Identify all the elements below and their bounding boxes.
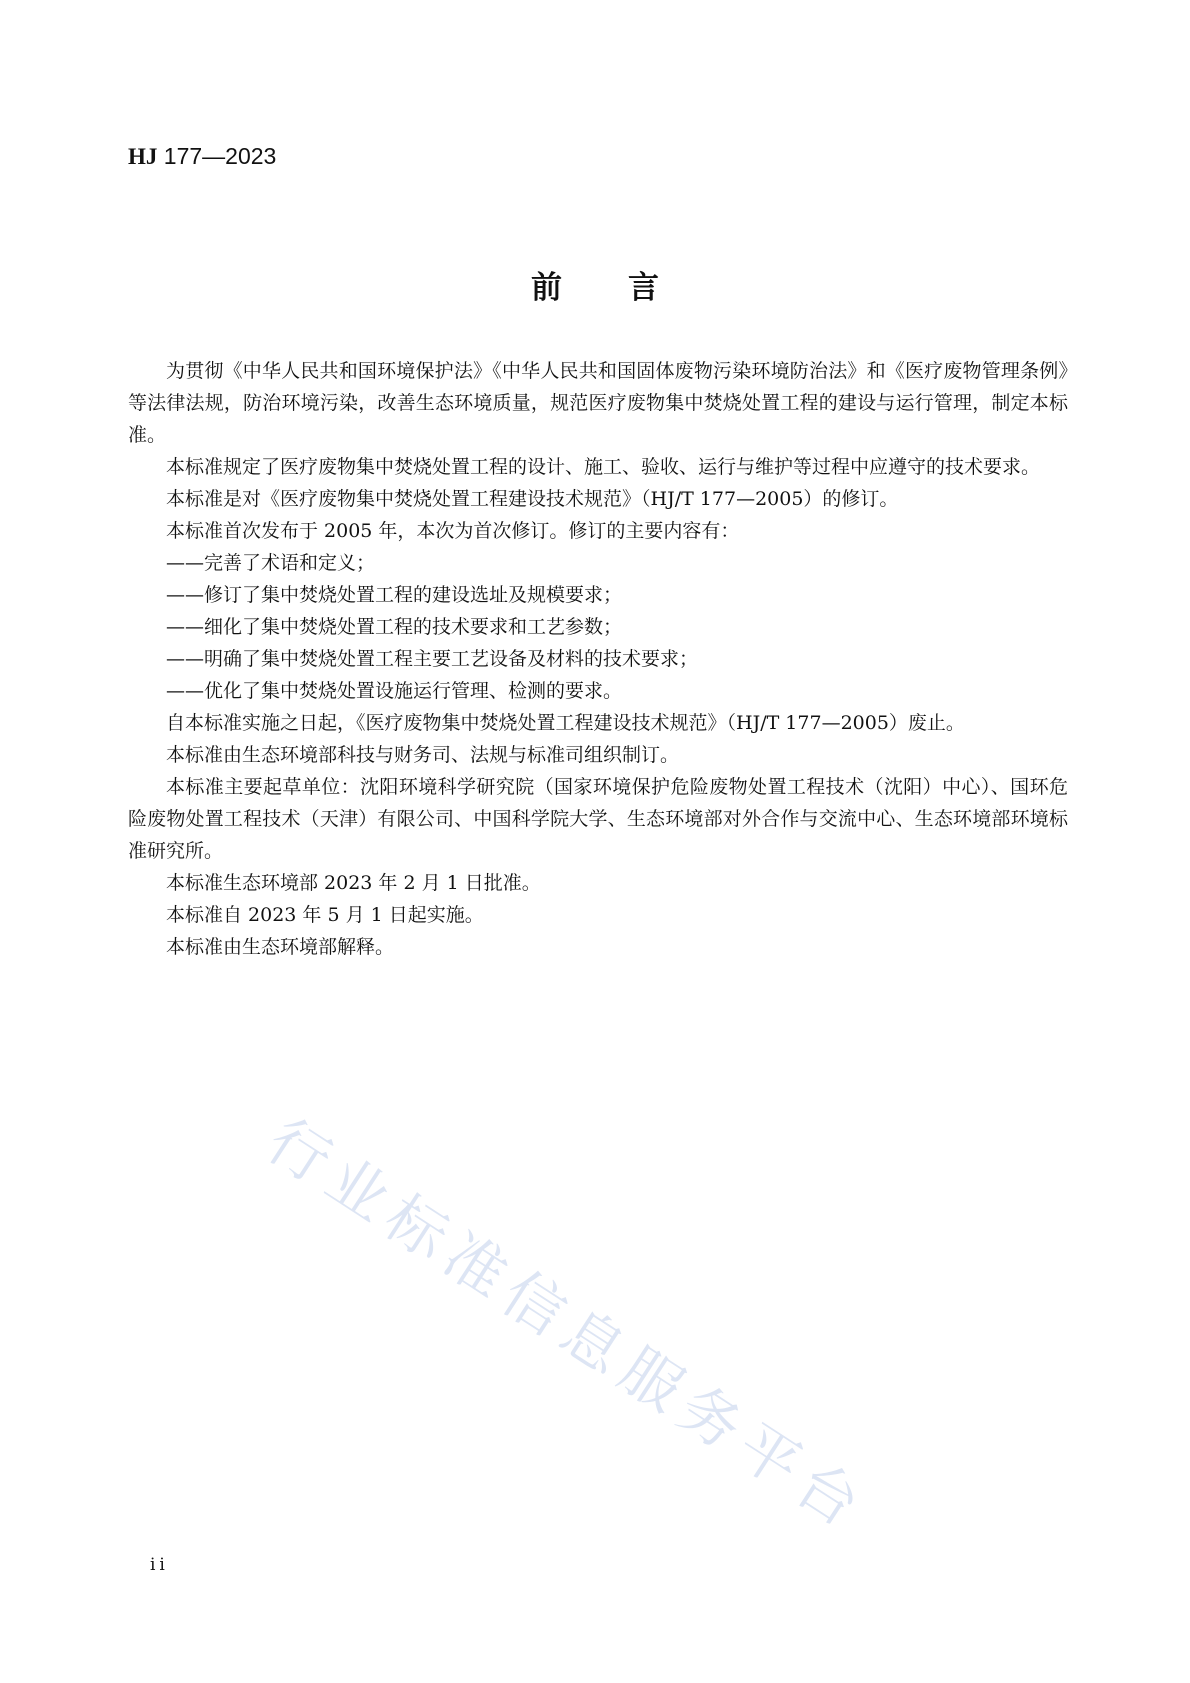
paragraph-effective-date: 本标准自 2023 年 5 月 1 日起实施。 [166, 904, 484, 926]
standard-code-header [128, 143, 276, 170]
watermark: 行业标准信息服务平台 [254, 1105, 880, 1546]
paragraph-organizer: 本标准由生态环境部科技与财务司、法规与标准司组织制订。 [166, 744, 680, 766]
revision-item: ——优化了集中焚烧处置设施运行管理、检测的要求。 [166, 680, 623, 702]
paragraph-approval: 本标准生态环境部 2023 年 2 月 1 日批准。 [166, 872, 541, 894]
paragraph-drafters: 本标准主要起草单位：沈阳环境科学研究院（国家环境保护危险废物处置工程技术（沈阳）中心）、国环危险废物处置工程技术（天津）有限公司、中国科学院大学、生态环境部对外合作与交流中心、生态环境部环境标准研究所。 [128, 776, 1068, 862]
revision-item: ——修订了集中焚烧处置工程的建设选址及规模要求； [166, 584, 623, 606]
revision-item: ——完善了术语和定义； [166, 552, 376, 574]
revision-item: ——明确了集中焚烧处置工程主要工艺设备及材料的技术要求； [166, 648, 699, 670]
standard-code-prefix: HJ [128, 144, 158, 169]
page-title: 前言 [531, 270, 725, 306]
page-number: ii [150, 1555, 169, 1575]
paragraph-purpose: 为贯彻《中华人民共和国环境保护法》《中华人民共和国固体废物污染环境防治法》和《医疗废物管理条例》等法律法规，防治环境污染，改善生态环境质量，规范医疗废物集中焚烧处置工程的建设与运行管理，制定本标准。 [128, 360, 1068, 446]
standard-code-number: 177—2023 [157, 143, 277, 169]
paragraph-scope: 本标准规定了医疗废物集中焚烧处置工程的设计、施工、验收、运行与维护等过程中应遵守的技术要求。 [166, 456, 1041, 478]
revision-item: ——细化了集中焚烧处置工程的技术要求和工艺参数； [166, 616, 623, 638]
paragraph-abolish: 自本标准实施之日起，《医疗废物集中焚烧处置工程建设技术规范》（HJ/T 177—2005）废止。 [166, 712, 965, 734]
paragraph-interpretation: 本标准由生态环境部解释。 [166, 936, 395, 958]
preface-body [128, 355, 1068, 963]
paragraph-revision-of: 本标准是对《医疗废物集中焚烧处置工程建设技术规范》（HJ/T 177—2005）的修订。 [166, 488, 899, 510]
paragraph-history: 本标准首次发布于 2005 年，本次为首次修订。修订的主要内容有： [166, 520, 740, 542]
